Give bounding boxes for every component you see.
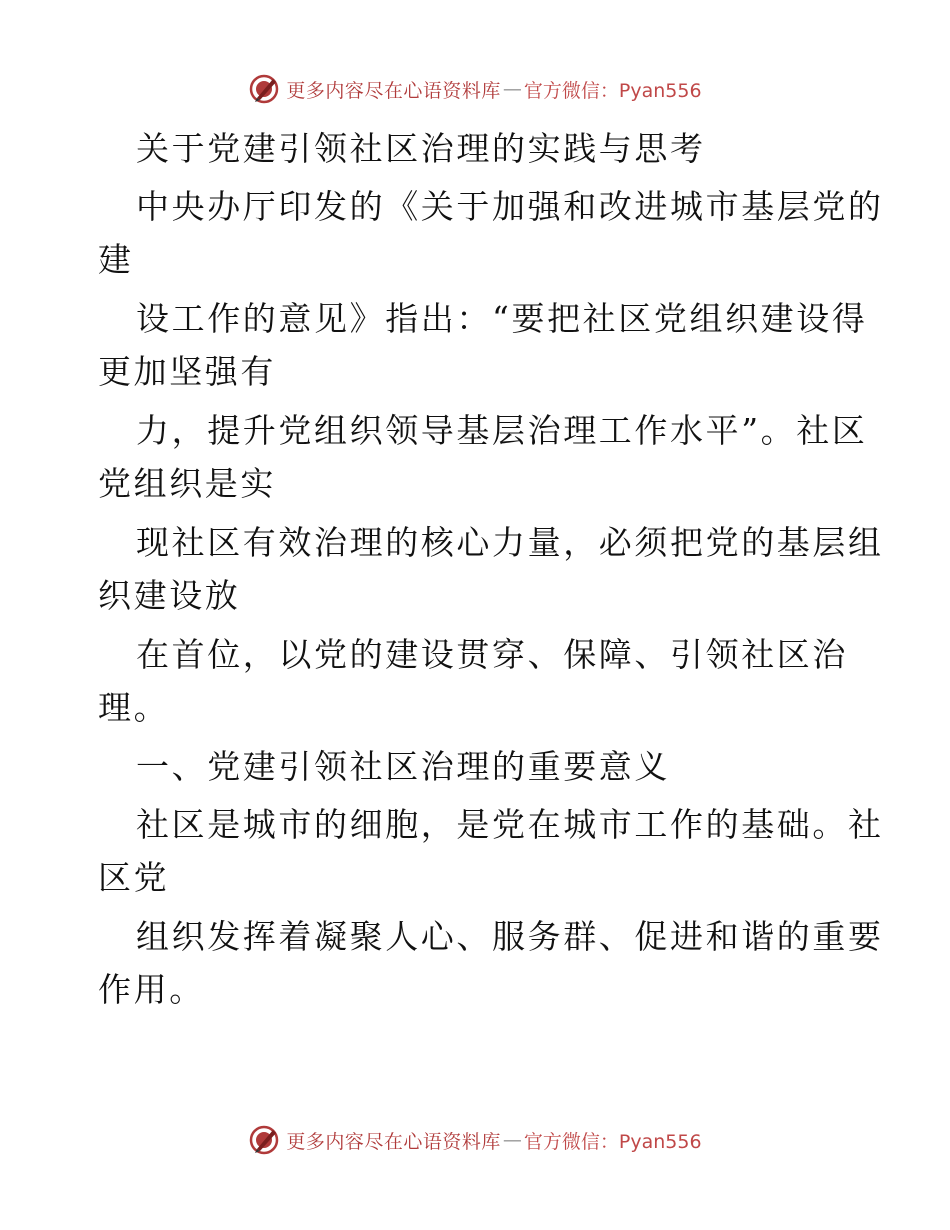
text-line: 力，提升党组织领导基层治理工作水平”。社区 (136, 411, 868, 450)
text-line: 组织发挥着凝聚人心、服务群、促进和谐的重要 (136, 917, 884, 956)
banner-wechat: 官方微信：Pyan556 (523, 79, 702, 102)
pen-logo-icon (248, 73, 280, 105)
document-title: 关于党建引领社区治理的实践与思考 (136, 129, 706, 168)
banner-separator: — (502, 78, 522, 100)
header-banner (0, 71, 950, 107)
banner-text: 更多内容尽在心语资料库 (286, 79, 501, 102)
text-line: 设工作的意见》指出：“要把社区党组织建设得 (136, 299, 868, 338)
footer-banner (0, 1122, 950, 1158)
document-body (98, 120, 884, 1020)
text-line: 更加坚强有 (98, 352, 276, 391)
text-line: 作用。 (98, 970, 205, 1009)
text-line: 理。 (98, 688, 170, 727)
text-line: 现社区有效治理的核心力量，必须把党的基层组 (136, 523, 884, 562)
text-line: 在首位，以党的建设贯穿、保障、引领社区治 (136, 635, 848, 674)
text-line: 建 (98, 240, 134, 279)
text-line: 区党 (98, 858, 170, 897)
pen-logo-icon (248, 1124, 280, 1156)
banner-separator: — (502, 1129, 522, 1151)
text-line: 社区是城市的细胞，是党在城市工作的基础。社 (136, 805, 884, 844)
text-line: 织建设放 (98, 576, 241, 615)
banner-text: 更多内容尽在心语资料库 (286, 1130, 501, 1153)
text-line: 党组织是实 (98, 464, 276, 503)
text-line: 中央办厅印发的《关于加强和改进城市基层党的 (136, 187, 884, 226)
section-heading: 一、党建引领社区治理的重要意义 (136, 747, 670, 786)
banner-wechat: 官方微信：Pyan556 (523, 1130, 702, 1153)
